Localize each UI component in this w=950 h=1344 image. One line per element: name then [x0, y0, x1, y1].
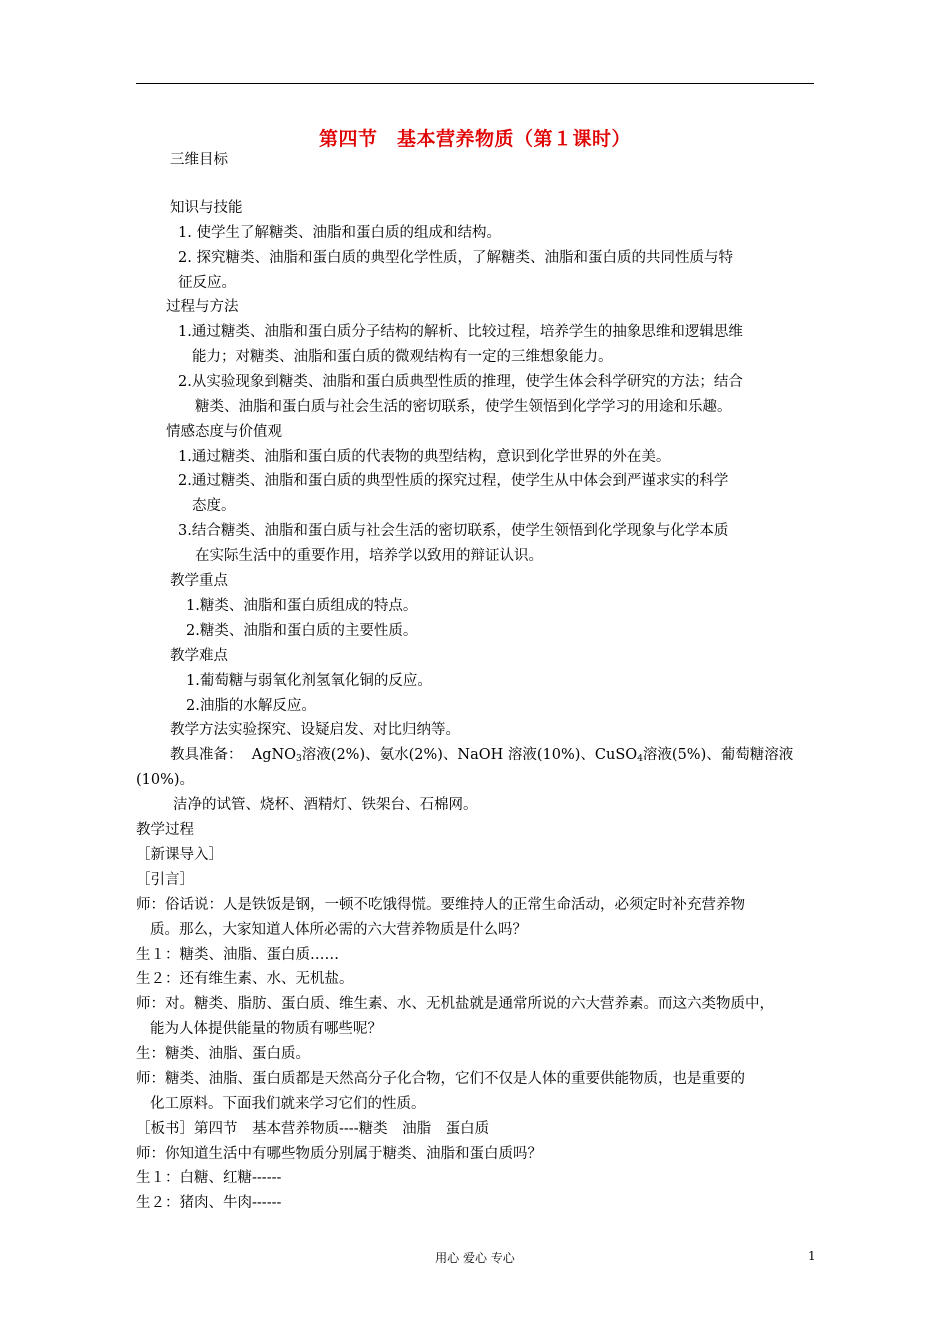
dialogue-line: 生２：猪肉、牛肉------	[136, 1195, 282, 1211]
paragraph-line: ［新课导入］	[136, 847, 223, 863]
paragraph-line: 1.通过糖类、油脂和蛋白质的代表物的典型结构，意识到化学世界的外在美。	[178, 449, 671, 465]
paragraph-line: 教学方法实验探究、设疑启发、对比归纳等。	[170, 722, 460, 738]
page-number: 1	[808, 1249, 816, 1263]
subscript: 4	[637, 754, 643, 764]
paragraph-line: 1.葡萄糖与弱氧化剂氢氧化铜的反应。	[186, 673, 432, 689]
section-heading: 教学难点	[170, 648, 228, 664]
tools-text: 教具准备： AgNO	[170, 747, 297, 763]
dialogue-line: 师：对。糖类、脂肪、蛋白质、维生素、水、无机盐就是通常所说的六大营养素。而这六类物质中，	[136, 996, 774, 1012]
dialogue-line: 师：你知道生活中有哪些物质分别属于糖类、油脂和蛋白质吗？	[136, 1146, 542, 1162]
section-heading: 教学重点	[170, 573, 228, 589]
dialogue-line: ［板书］第四节 基本营养物质----糖类 油脂 蛋白质	[136, 1121, 490, 1137]
section-heading: 三维目标	[170, 152, 228, 168]
dialogue-line: 能为人体提供能量的物质有哪些呢？	[150, 1021, 382, 1037]
paragraph-line: 征反应。	[178, 275, 236, 291]
subscript: 3	[296, 754, 302, 764]
section-heading: 过程与方法	[166, 299, 239, 315]
paragraph-line: 洁净的试管、烧杯、酒精灯、铁架台、石棉网。	[173, 797, 478, 813]
tools-line	[170, 746, 793, 764]
paragraph-line: 1.通过糖类、油脂和蛋白质分子结构的解析、比较过程，培养学生的抽象思维和逻辑思维	[178, 324, 743, 340]
paragraph-line: (10%)。	[136, 772, 195, 788]
paragraph-line: 1. 使学生了解糖类、油脂和蛋白质的组成和结构。	[178, 225, 501, 241]
paragraph-line: 能力；对糖类、油脂和蛋白质的微观结构有一定的三维想象能力。	[192, 349, 613, 365]
paragraph-line: 2.油脂的水解反应。	[186, 698, 316, 714]
tools-text: 溶液(5%)、葡萄糖溶液	[642, 747, 794, 763]
paragraph-line: 2.通过糖类、油脂和蛋白质的典型性质的探究过程，使学生从中体会到严谨求实的科学	[178, 473, 729, 489]
dialogue-line: 生１：糖类、油脂、蛋白质……	[136, 947, 339, 963]
dialogue-line: 师：俗话说：人是铁饭是钢，一顿不吃饿得慌。要维持人的正常生命活动，必须定时补充营养物	[136, 897, 745, 913]
section-heading: 教学过程	[136, 822, 194, 838]
tools-text: 溶液(2%)、氨水(2%)、NaOH 溶液(10%)、CuSO	[301, 747, 638, 763]
dialogue-line: 质。那么，大家知道人体所必需的六大营养物质是什么吗？	[150, 922, 527, 938]
paragraph-line: 1.糖类、油脂和蛋白质组成的特点。	[186, 598, 418, 614]
dialogue-line: 生２：还有维生素、水、无机盐。	[136, 971, 354, 987]
dialogue-line: 化工原料。下面我们就来学习它们的性质。	[150, 1096, 426, 1112]
section-heading: 情感态度与价值观	[166, 424, 282, 440]
paragraph-line: 2.糖类、油脂和蛋白质的主要性质。	[186, 623, 418, 639]
paragraph-line: 3.结合糖类、油脂和蛋白质与社会生活的密切联系，使学生领悟到化学现象与化学本质	[178, 523, 729, 539]
paragraph-line: 在实际生活中的重要作用，培养学以致用的辩证认识。	[195, 548, 543, 564]
header-rule	[136, 83, 814, 84]
section-heading: 知识与技能	[170, 200, 243, 216]
page-footer: 用心 爱心 专心	[435, 1251, 515, 1265]
paragraph-line: 2. 探究糖类、油脂和蛋白质的典型化学性质，了解糖类、油脂和蛋白质的共同性质与特	[178, 250, 733, 266]
dialogue-line: 生１：白糖、红糖------	[136, 1170, 282, 1186]
paragraph-line: ［引言］	[136, 872, 194, 888]
dialogue-line: 师：糖类、油脂、蛋白质都是天然高分子化合物，它们不仅是人体的重要供能物质，也是重要的	[136, 1071, 745, 1087]
dialogue-line: 生：糖类、油脂、蛋白质。	[136, 1046, 310, 1062]
page-title: 第四节 基本营养物质（第１课时）	[318, 128, 631, 150]
paragraph-line: 2.从实验现象到糖类、油脂和蛋白质典型性质的推理，使学生体会科学研究的方法；结合	[178, 374, 743, 390]
paragraph-line: 态度。	[192, 498, 236, 514]
paragraph-line: 糖类、油脂和蛋白质与社会生活的密切联系，使学生领悟到化学学习的用途和乐趣。	[195, 399, 732, 415]
